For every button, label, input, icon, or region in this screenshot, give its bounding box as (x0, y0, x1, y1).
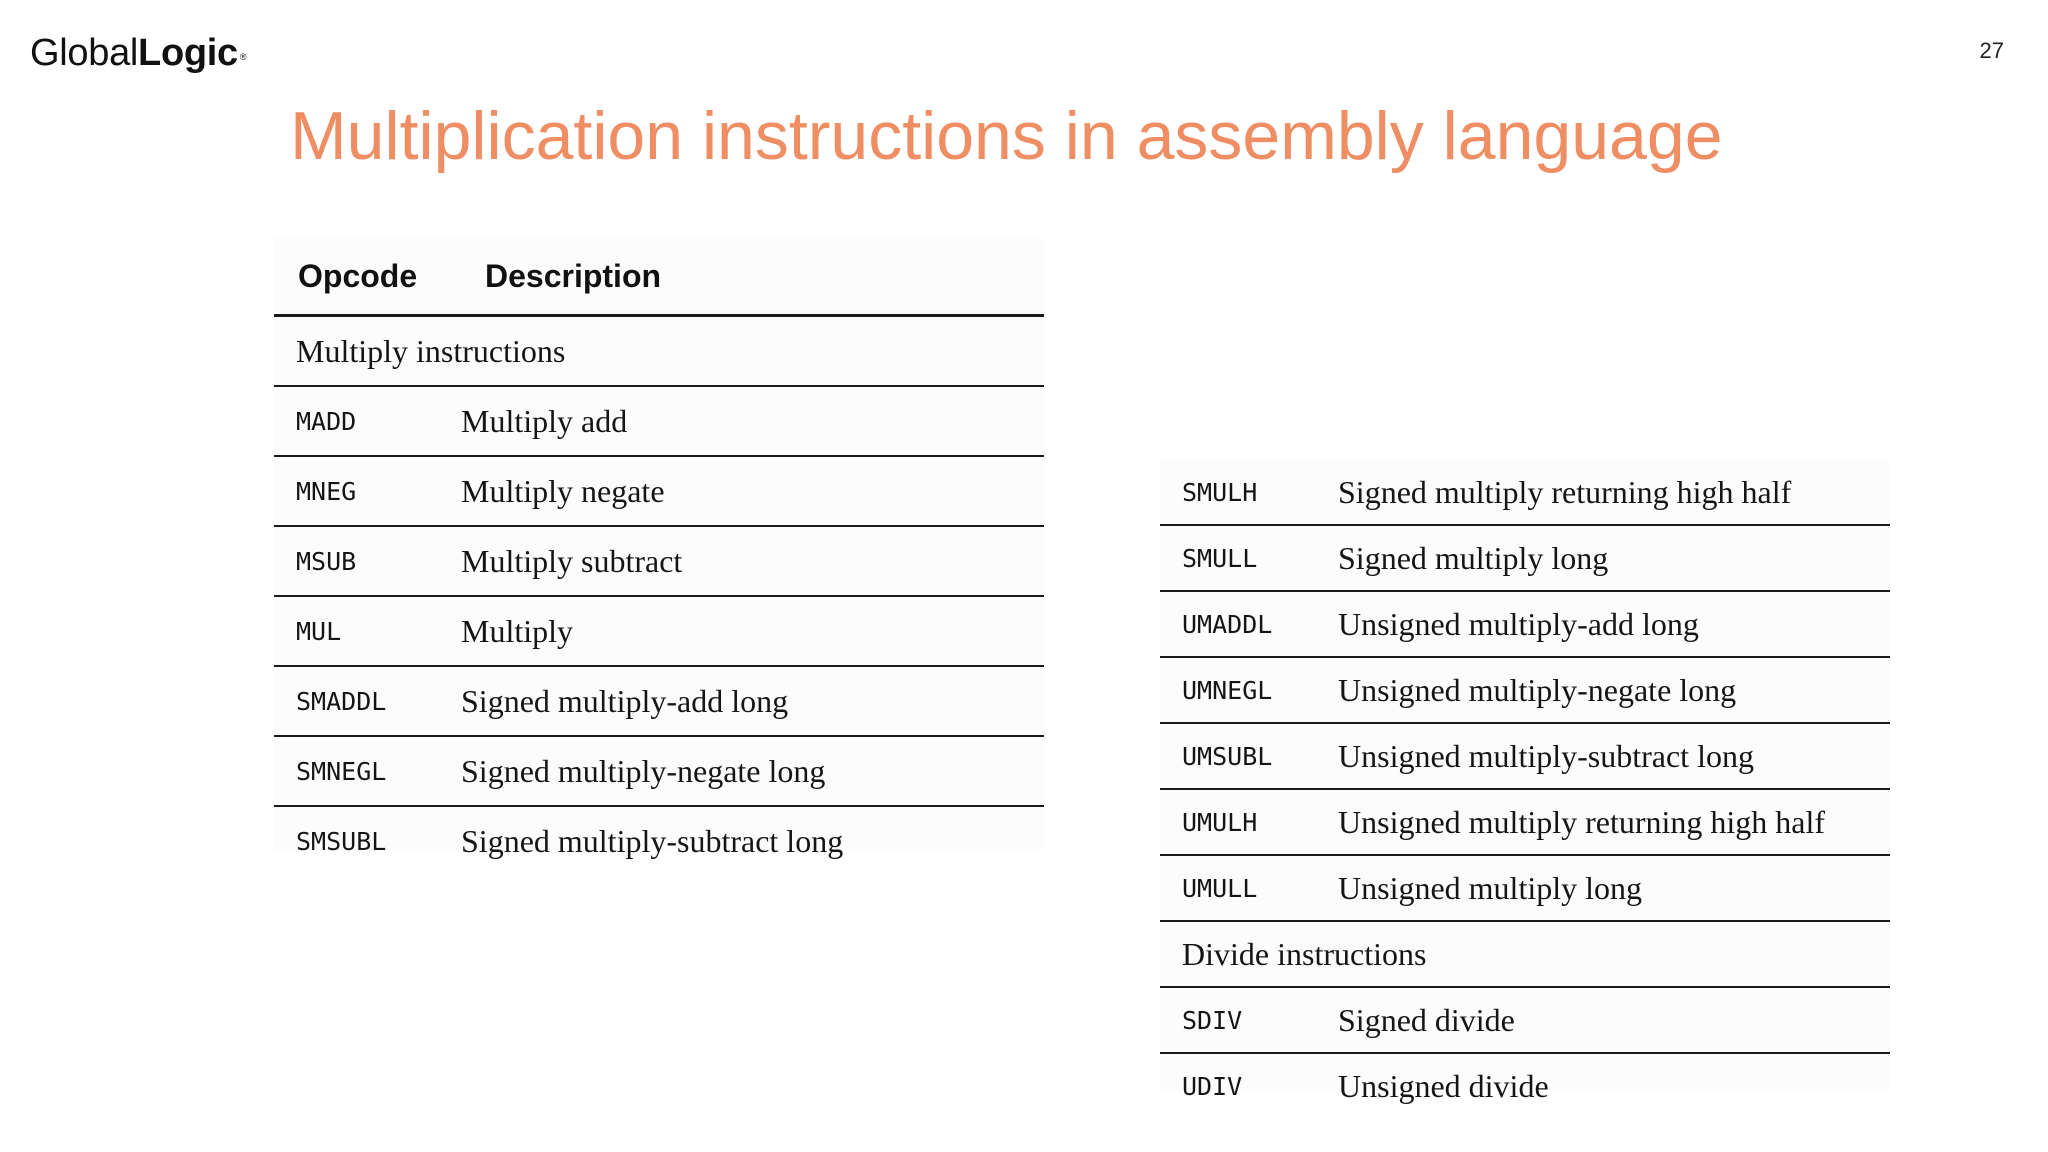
slide-title: Multiplication instructions in assembly language (290, 98, 1723, 174)
description-cell: Unsigned multiply-negate long (1338, 657, 1890, 723)
opcode-cell: UDIV (1182, 1071, 1243, 1101)
opcode-cell: SMADDL (274, 666, 461, 736)
section-row (1160, 921, 1890, 987)
description-cell: Unsigned multiply long (1338, 855, 1890, 921)
opcode-cell: SMSUBL (296, 826, 387, 856)
description-cell: Unsigned multiply-add long (1338, 591, 1890, 657)
table-row (274, 596, 1044, 666)
logo-registered-mark: ® (239, 52, 247, 62)
table-row (1160, 460, 1890, 525)
opcode-cell: UMULH (1160, 789, 1338, 855)
opcode-cell: SDIV (1160, 987, 1338, 1053)
table-row (274, 666, 1044, 736)
table-row (1160, 723, 1890, 789)
description-cell: Unsigned multiply returning high half (1338, 789, 1890, 855)
opcode-cell: UMADDL (1160, 591, 1338, 657)
logo-text-light: Global (30, 32, 139, 74)
description-cell: Multiply subtract (461, 526, 1044, 596)
table-row (274, 386, 1044, 456)
opcode-cell: UMULL (1160, 855, 1338, 921)
table-row (1160, 789, 1890, 855)
table-row (1160, 657, 1890, 723)
description-cell: Signed multiply long (1338, 525, 1890, 591)
table-row (274, 806, 1044, 875)
opcode-cell: MNEG (274, 456, 461, 526)
description-column-header: Description (461, 238, 1044, 316)
multiply-divide-instructions-table (1160, 460, 1890, 1104)
description-cell: Multiply (461, 596, 1044, 666)
description-cell: Signed multiply-negate long (461, 736, 1044, 806)
logo-text-bold: Logic (138, 32, 238, 74)
multiply-instructions-table (274, 238, 1044, 859)
description-cell: Unsigned divide (1338, 1067, 1549, 1104)
table-row (274, 736, 1044, 806)
page-number: 27 (1979, 38, 2004, 63)
table-row (1160, 855, 1890, 921)
description-cell: Signed multiply-subtract long (461, 822, 844, 859)
opcode-cell: UMSUBL (1160, 723, 1338, 789)
opcode-cell: SMULL (1160, 525, 1338, 591)
opcode-cell: UMNEGL (1160, 657, 1338, 723)
table-row (1160, 987, 1890, 1053)
table-row (274, 526, 1044, 596)
description-cell: Multiply negate (461, 456, 1044, 526)
globallogic-logo (30, 30, 246, 76)
section-label-multiply: Multiply instructions (274, 316, 1044, 387)
left-opcode-table (274, 238, 1044, 875)
right-opcode-table (1160, 460, 1890, 1118)
section-row (274, 316, 1044, 387)
table-row (1160, 525, 1890, 591)
opcode-cell: MADD (274, 386, 461, 456)
opcode-column-header: Opcode (274, 238, 461, 316)
table-row (1160, 591, 1890, 657)
description-cell: Signed multiply returning high half (1338, 460, 1890, 525)
table-row (1160, 1053, 1890, 1118)
opcode-cell: SMULH (1160, 460, 1338, 525)
description-cell: Signed multiply-add long (461, 666, 1044, 736)
table-header-row (274, 238, 1044, 316)
opcode-cell: MSUB (274, 526, 461, 596)
table-row (274, 456, 1044, 526)
opcode-cell: MUL (274, 596, 461, 666)
section-label-divide: Divide instructions (1160, 921, 1890, 987)
opcode-cell: SMNEGL (274, 736, 461, 806)
description-cell: Multiply add (461, 386, 1044, 456)
description-cell: Unsigned multiply-subtract long (1338, 723, 1890, 789)
description-cell: Signed divide (1338, 987, 1890, 1053)
